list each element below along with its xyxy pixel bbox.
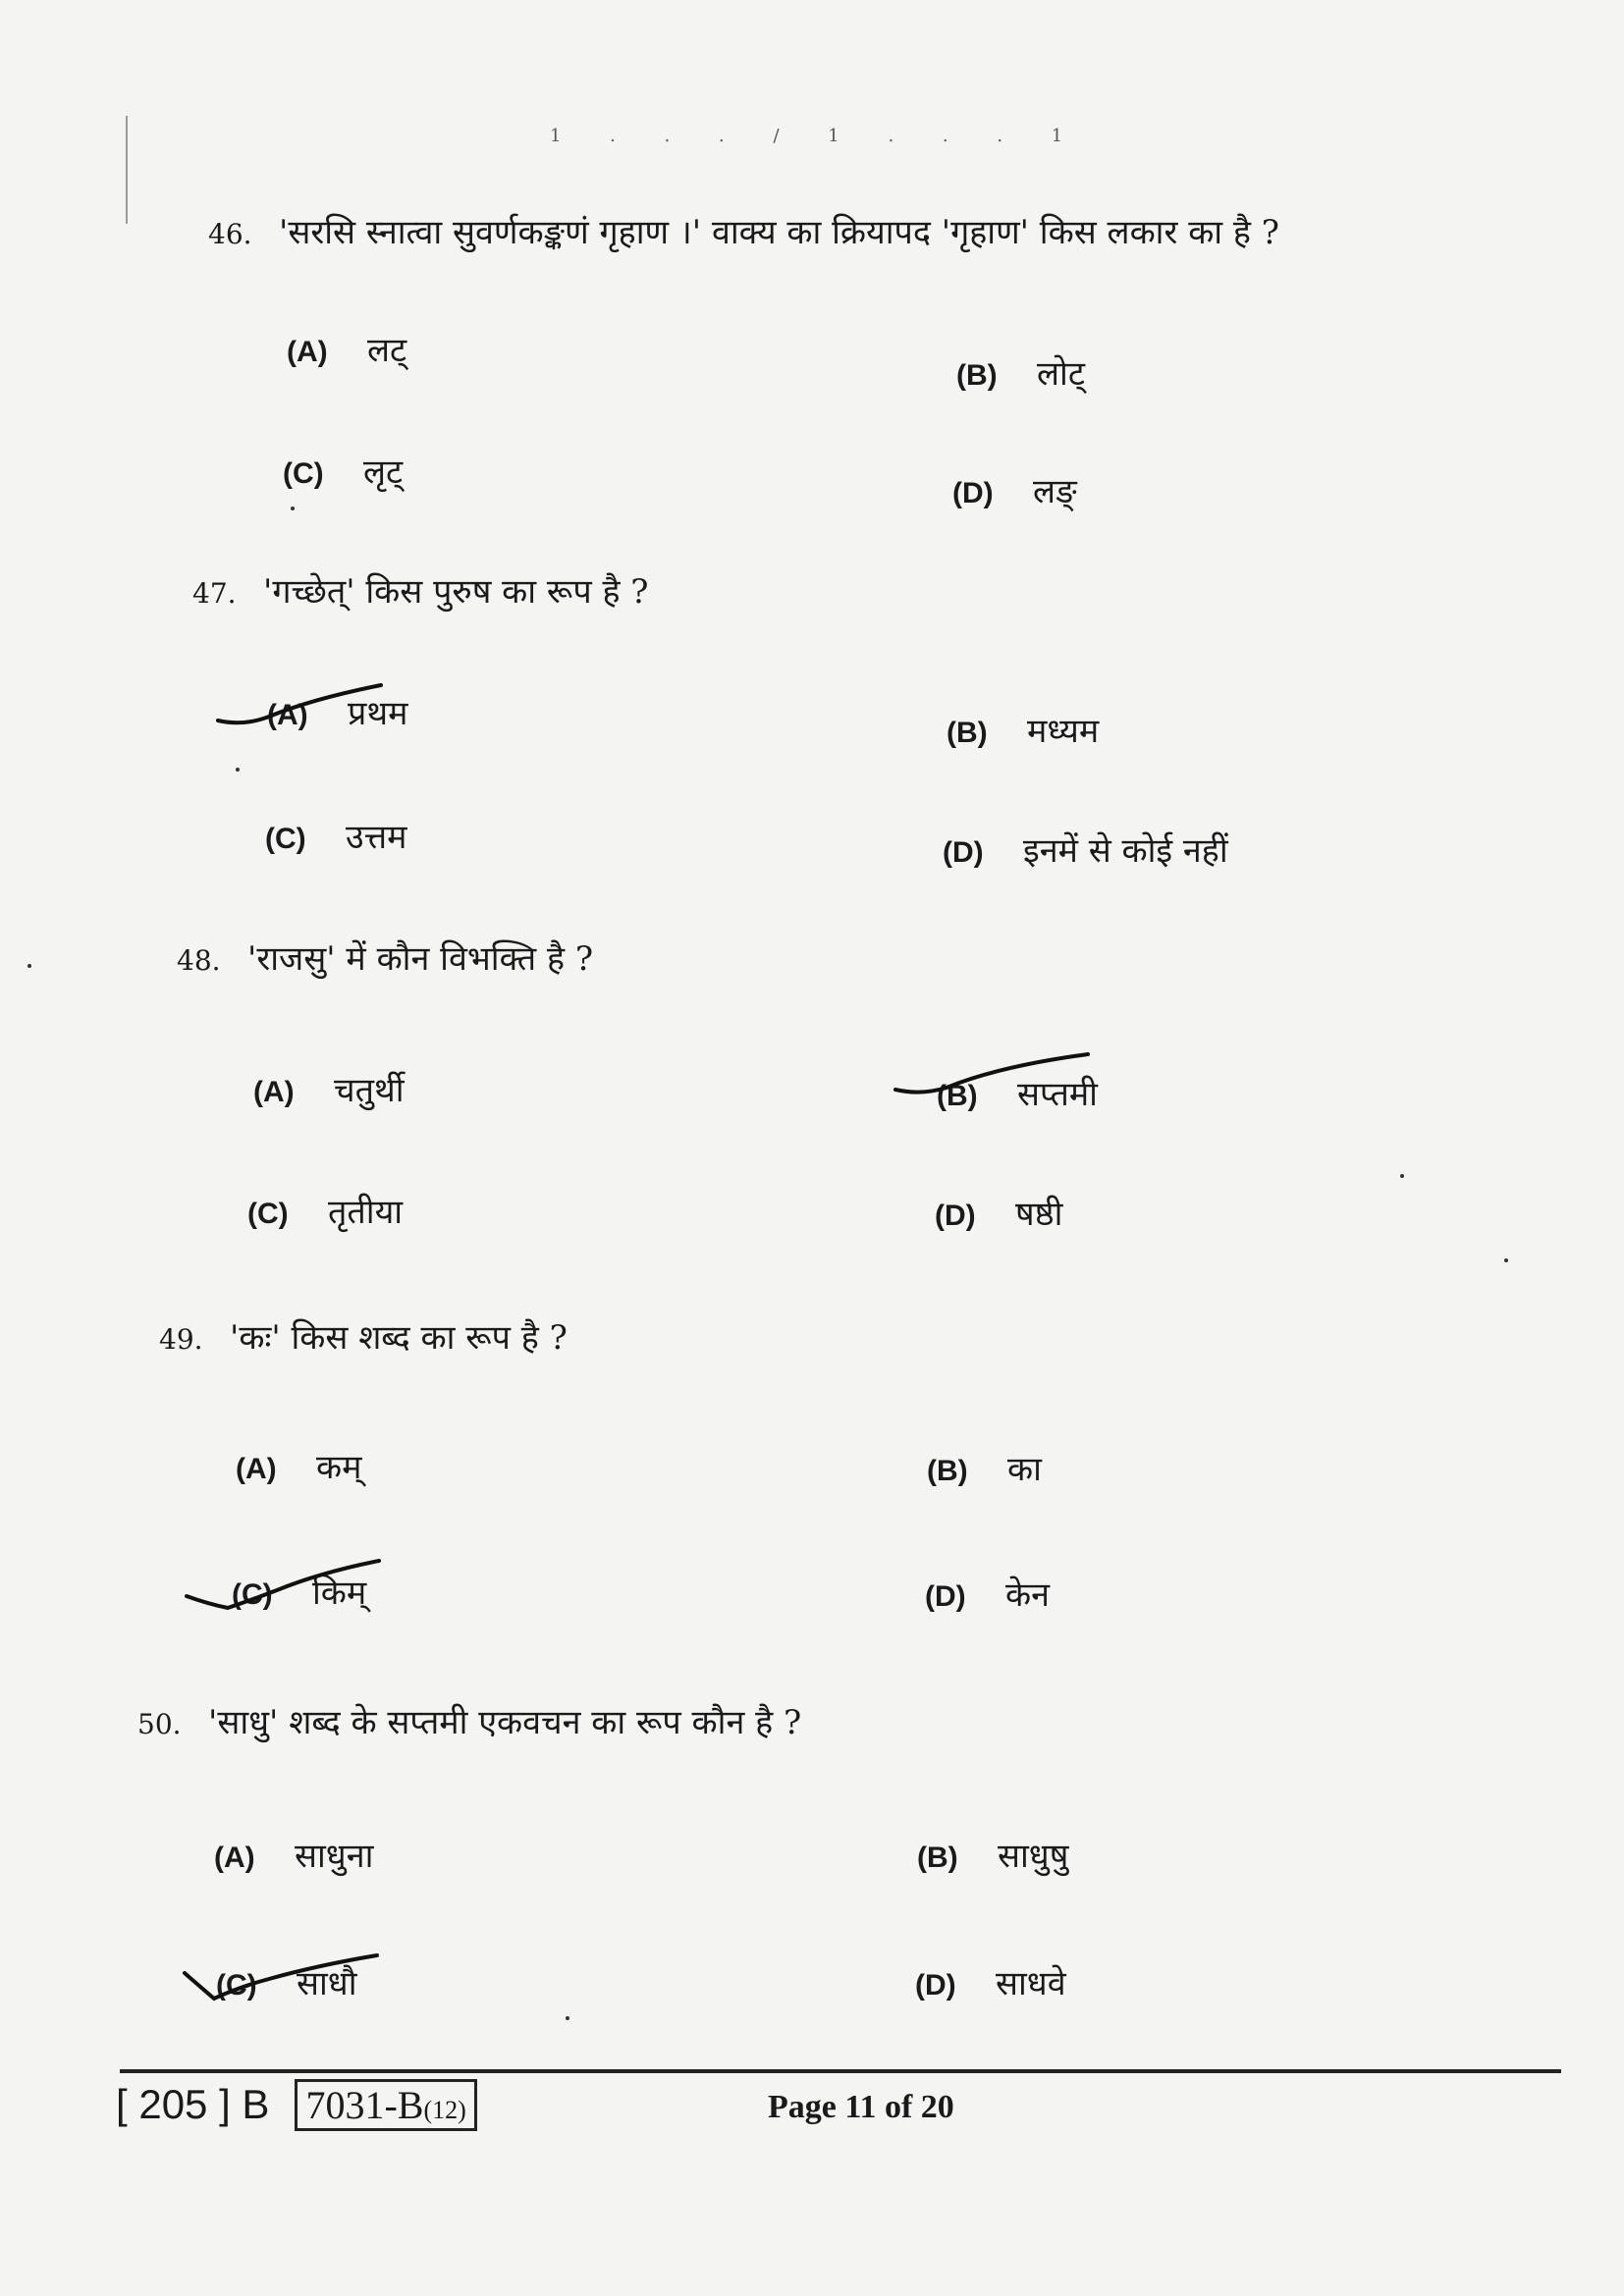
option-text: लङ्	[1033, 472, 1077, 511]
question-number: 46.	[208, 218, 252, 250]
q50-option-a	[214, 1832, 373, 1877]
q49-option-b	[927, 1445, 1042, 1490]
question-48	[177, 934, 593, 980]
option-label: (C)	[232, 1578, 273, 1611]
option-text: केन	[1005, 1575, 1050, 1615]
option-label: (A)	[236, 1453, 277, 1485]
option-label: (D)	[925, 1580, 966, 1613]
option-label: (B)	[956, 359, 998, 392]
question-50	[137, 1698, 801, 1743]
question-stem: 'साधु' शब्द के सप्तमी एकवचन का रूप कौन है ?	[208, 1703, 802, 1742]
question-46	[208, 208, 1279, 253]
scan-speck	[1504, 1258, 1508, 1262]
handwritten-tick-q47	[214, 677, 391, 736]
option-label: (B)	[927, 1455, 968, 1487]
option-text: किम्	[312, 1574, 367, 1613]
option-text: का	[1007, 1450, 1042, 1489]
scan-speck	[27, 964, 31, 968]
option-text: साधवे	[996, 1964, 1066, 2003]
q47-option-c	[265, 813, 406, 858]
question-number: 47.	[192, 577, 237, 610]
option-label: (A)	[214, 1842, 255, 1874]
option-text: साधौ	[297, 1964, 357, 2003]
scan-speck	[566, 2016, 569, 2020]
q49-option-a	[236, 1443, 361, 1488]
footer-paper-ref	[116, 2079, 477, 2131]
option-text: तृतीया	[328, 1193, 404, 1232]
q48-option-a	[253, 1066, 405, 1111]
option-label: (D)	[952, 477, 994, 509]
q47-option-b	[947, 707, 1099, 752]
option-text: चतुर्थी	[334, 1071, 405, 1110]
question-stem: 'सरसि स्नात्वा सुवर्णकङ्कणं गृहाण ।' वाक्य का क्रियापद 'गृहाण' किस लकार का है ?	[279, 213, 1280, 252]
option-text: मध्यम	[1027, 712, 1100, 751]
option-text: लोट्	[1037, 354, 1085, 394]
question-number: 49.	[159, 1323, 203, 1356]
q46-option-b	[956, 349, 1085, 395]
q47-option-d	[943, 827, 1228, 872]
option-label: (B)	[937, 1080, 978, 1112]
paper-code-suffix: (12)	[423, 2096, 466, 2124]
scan-speck	[1400, 1174, 1404, 1178]
handwritten-tick-q49	[183, 1551, 399, 1620]
q49-option-d	[925, 1571, 1050, 1616]
q48-option-c	[247, 1188, 403, 1233]
question-number: 50.	[137, 1708, 182, 1740]
option-text: कम्	[316, 1448, 362, 1487]
option-label: (C)	[247, 1198, 289, 1230]
paper-ref-text: [ 205 ] B	[116, 2081, 270, 2127]
option-text: प्रथम	[348, 694, 408, 733]
option-label: (D)	[935, 1200, 976, 1232]
scan-speck	[236, 768, 240, 772]
option-text: लट्	[367, 331, 407, 370]
q50-option-b	[917, 1832, 1068, 1877]
handwritten-tick-q50	[181, 1944, 397, 2012]
option-label: (D)	[943, 836, 984, 869]
paper-code: 7031-B	[305, 2083, 424, 2127]
option-label: (C)	[216, 1969, 257, 2002]
margin-line	[126, 116, 128, 224]
handwritten-tick-q48	[892, 1048, 1127, 1107]
option-label: (B)	[917, 1842, 958, 1874]
question-47	[192, 567, 649, 613]
question-49	[159, 1313, 568, 1359]
page-number: Page 11 of 20	[768, 2089, 954, 2125]
q46-option-a	[287, 326, 406, 371]
option-label: (D)	[915, 1969, 956, 2002]
option-text: साधुषु	[998, 1837, 1069, 1876]
option-label: (C)	[283, 457, 324, 490]
scan-speck	[291, 507, 295, 510]
paper-code-box	[295, 2079, 476, 2131]
faint-header-text: 1 . . . / 1 . . . 1	[550, 126, 1085, 146]
question-stem: 'कः' किस शब्द का रूप है ?	[230, 1318, 568, 1358]
q50-option-d	[915, 1959, 1066, 2004]
footer-rule	[120, 2069, 1561, 2073]
option-text: षष्ठी	[1015, 1195, 1063, 1234]
question-number: 48.	[177, 944, 221, 977]
option-text: इनमें से कोई नहीं	[1023, 831, 1228, 871]
q48-option-d	[935, 1190, 1062, 1235]
option-label: (A)	[267, 699, 308, 731]
option-label: (B)	[947, 717, 988, 749]
option-label: (A)	[287, 336, 328, 368]
q46-option-c	[283, 448, 403, 493]
option-text: सप्तमी	[1017, 1075, 1098, 1114]
q46-option-d	[952, 467, 1077, 512]
option-text: लृट्	[363, 453, 404, 492]
question-stem: 'राजसु' में कौन विभक्ति है ?	[247, 939, 594, 979]
option-label: (C)	[265, 823, 306, 855]
option-text: उत्तम	[346, 818, 407, 857]
option-label: (A)	[253, 1076, 295, 1108]
option-text: साधुना	[295, 1837, 374, 1876]
question-stem: 'गच्छेत्' किस पुरुष का रूप है ?	[263, 572, 649, 612]
